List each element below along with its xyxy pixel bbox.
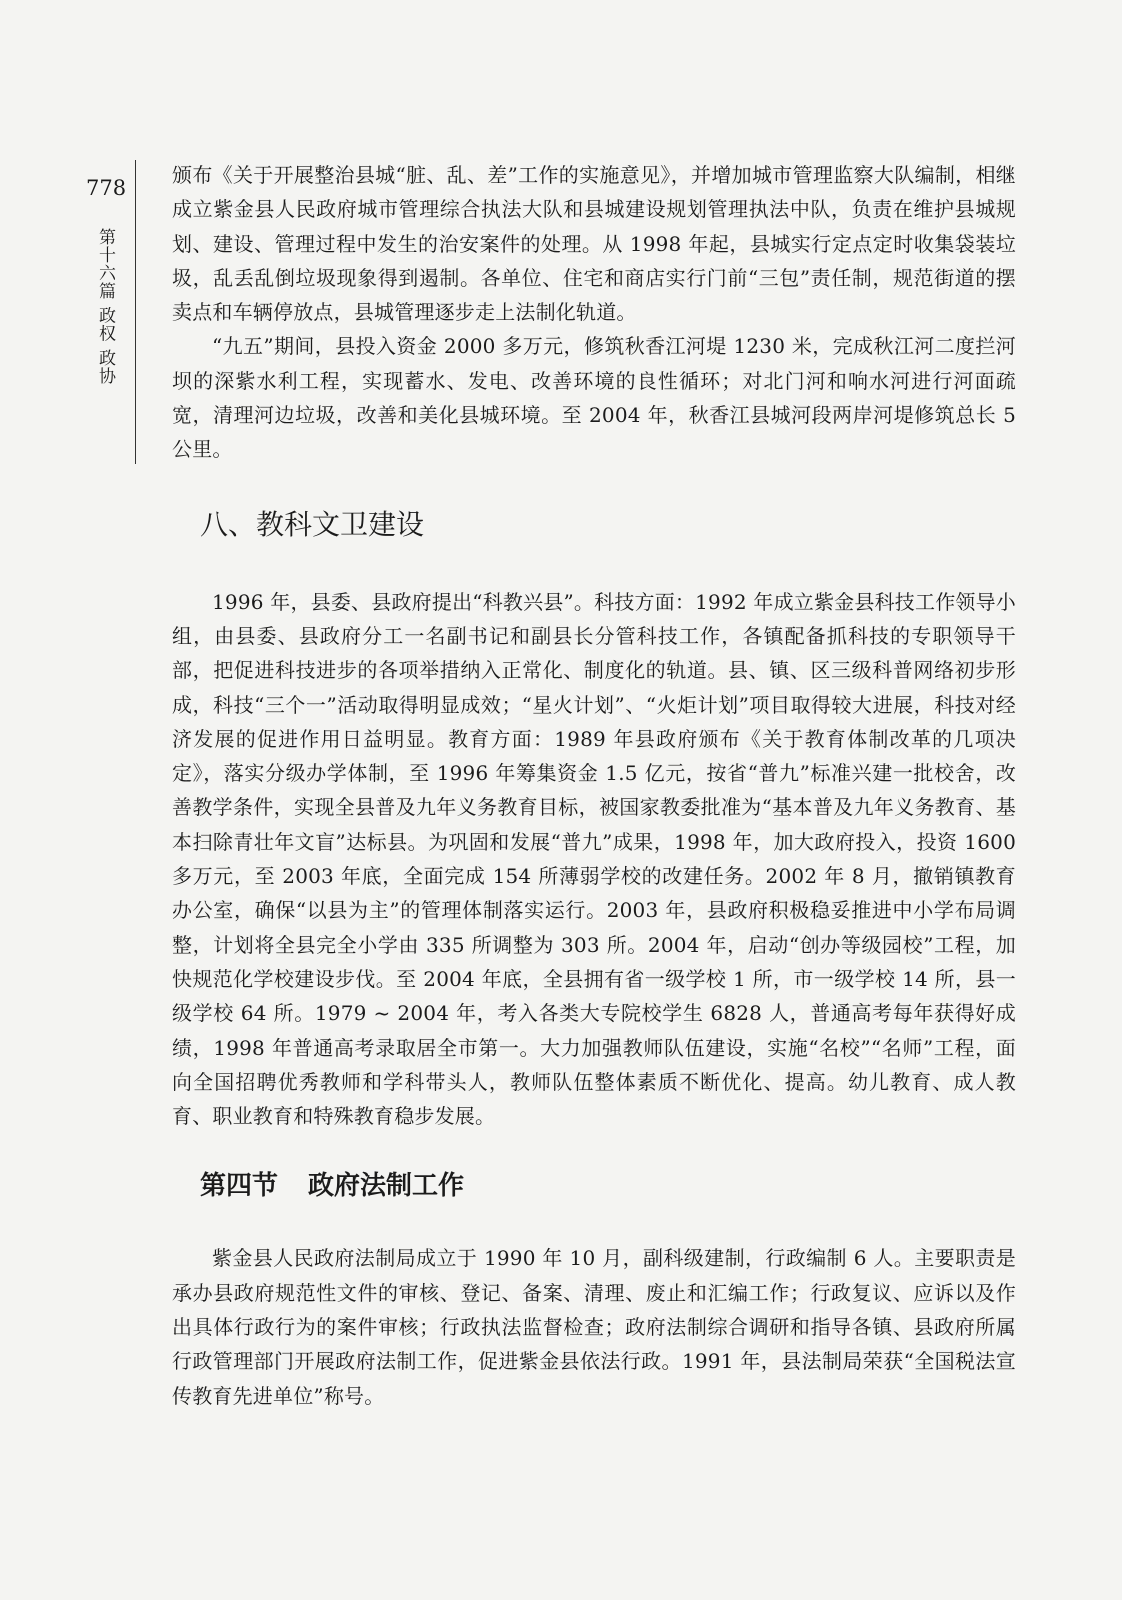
section-heading: 八、教科文卫建设 <box>200 507 425 541</box>
margin-rule <box>135 160 136 464</box>
subsection-number: 第四节 <box>200 1171 279 1202</box>
subsection-heading <box>200 1167 1016 1205</box>
paragraph-continued: 颁布《关于开展整治县城“脏、乱、差”工作的实施意见》，并增加城市管理监察大队编制，相继成立紫金县人民政府城市管理综合执法大队和县城建设规划管理执法中队，负责在维护县城规划、建设、管理过程中发生的治安案件的处理。从 1998 年起，县城实行定点定时收集袋装垃圾，乱丢乱倒垃圾现象得到遏制。各单位、住宅和商店实行门前“三包”责任制，规范街道的摆卖点和车辆停放点，县城管理逐步走上法制化轨道。 <box>172 163 1016 325</box>
page-content <box>172 158 1016 1413</box>
paragraph-legal: 紫金县人民政府法制局成立于 1990 年 10 月，副科级建制，行政编制 6 人。主要职责是承办县政府规范性文件的审核、登记、备案、清理、废止和汇编工作；行政复议、应诉以及作出具体行政行为的案件审核；行政执法监督检查；政府法制综合调研和指导各镇、县政府所属行政管理部门开展政府法制工作，促进紫金县依法行政。1991 年，县法制局荣获“全国税法宣传教育先进单位”称号。 <box>172 1246 1016 1408</box>
page-number: 778 <box>86 176 127 200</box>
paragraph-river: “九五”期间，县投入资金 2000 多万元，修筑秋香江河堤 1230 米，完成秋江河二度拦河坝的深紫水利工程，实现蓄水、发电、改善环境的良性循环；对北门河和响水河进行河面疏宽，清理河边垃圾，改善和美化县城环境。至 2004 年，秋香江县城河段两岸河堤修筑总长 5 公里。 <box>172 334 1016 462</box>
paragraph-education: 1996 年，县委、县政府提出“科教兴县”。科技方面：1992 年成立紫金县科技工作领导小组，由县委、县政府分工一名副书记和副县长分管科技工作，各镇配备抓科技的专职领导干部，把促进科技进步的各项举措纳入正常化、制度化的轨道。县、镇、区三级科普网络初步形成，科技“三个一”活动取得明显成效；“星火计划”、“火炬计划”项目取得较大进展，科技对经济发展的促进作用日益明显。教育方面：1989 年县政府颁布《关于教育体制改革的几项决定》，落实分级办学体制，至 1996 年筹集资金 1.5 亿元，按省“普九”标准兴建一批校舍，改善教学条件，实现全县普及九年义务教育目标，被国家教委批准为“基本普及九年义务教育、基本扫除青壮年文盲”达标县。为巩固和发展“普九”成果，1998 年，加大政府投入，投资 1600 多万元，至 2003 年底，全面完成 154 所薄弱学校的改建任务。2002 年 8 月，撤销镇教育办公室，确保“以县为主”的管理体制落实运行。2003 年，县政府积极稳妥推进中小学布局调整，计划将全县完全小学由 335 所调整为 303 所。2004 年，启动“创办等级园校”工程，加快规范化学校建设步伐。至 2004 年底，全县拥有省一级学校 1 所，市一级学校 14 所，县一级学校 64 所。1979 ~ 2004 年，考入各类大专院校学生 6828 人，普通高考每年获得好成绩，1998 年普通高考录取居全市第一。大力加强教师队伍建设，实施“名校”“名师”工程，面向全国招聘优秀教师和学科带头人，教师队伍整体素质不断优化、提高。幼儿教育、成人教育、职业教育和特殊教育稳步发展。 <box>172 589 1016 1129</box>
subsection-title: 政府法制工作 <box>308 1171 465 1202</box>
chapter-side-label: 第十六篇 政权 政协 <box>95 228 115 385</box>
